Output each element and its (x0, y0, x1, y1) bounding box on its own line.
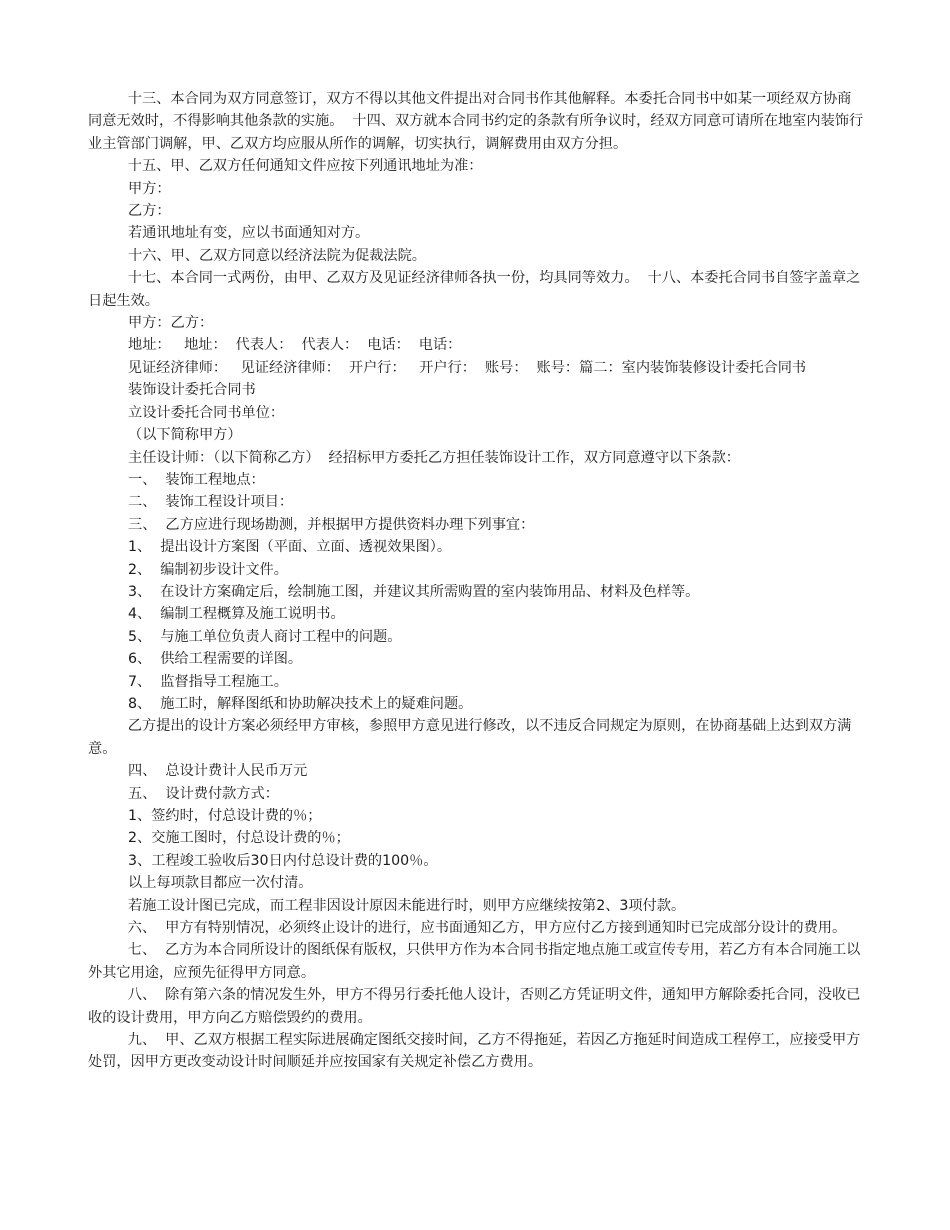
list-item: 3、 在设计方案确定后，绘制施工图，并建议其所需购置的室内装饰用品、材料及色样等。 (128, 583, 700, 600)
paragraph-clause-15: 十五、甲、乙双方任何通知文件应按下列通讯地址为准： (127, 158, 483, 175)
paragraph-clause-5: 五、 设计费付款方式： (128, 785, 279, 802)
paragraph-design-review: 乙方提出的设计方案必须经甲方审核，参照甲方意见进行修改，以不违反合同规定为原则，在协商基础上达到双方满意。 (88, 718, 852, 757)
paragraph-party-a: 甲方： (128, 180, 171, 197)
paragraph-clause-3: 三、 乙方应进行现场勘测，并根据甲方提供资料办理下列事宜： (128, 516, 535, 533)
paragraph-chief-designer: 主任设计师：（以下简称乙方） 经招标甲方委托乙方担任装饰设计工作，双方同意遵守以下条款： (128, 449, 740, 466)
paragraph-clause-6: 六、 甲方有特别情况，必须终止设计的进行，应书面通知乙方，甲方应付乙方接到通知时已完成部分设计的费用。 (127, 920, 847, 937)
list-item: 4、 编制工程概算及施工说明书。 (128, 606, 345, 623)
paragraph-clause-13-14: 十三、本合同为双方同意签订，双方不得以其他文件提出对合同书作其他解释。本委托合同书中如某一项经双方协商同意无效时，不得影响其他条款的实施。 十四、双方就本合同书约定的条款有所争议时，经双方同意可请所在地室内装饰行业主管部门调解，甲、乙双方均应服从所作的调解，切实执行，调解费用由双方分担。 (88, 91, 864, 152)
paragraph-signatures-witness: 见证经济律师： 见证经济律师： 开户行： 开户行： 账号： 账号：篇二：室内装饰装修设计委托合同书 (127, 359, 807, 376)
list-item: 5、 与施工单位负责人商讨工程中的问题。 (128, 628, 402, 645)
list-item: 6、 供给工程需要的详图。 (128, 651, 303, 668)
list-item: 1、签约时，付总设计费的％； (128, 808, 322, 824)
paragraph-commissioning-unit: 立设计委托合同书单位： (128, 404, 285, 421)
paragraph-clause-7: 七、 乙方为本合同所设计的图纸保有版权，只供甲方作为本合同书指定地点施工或宣传专用，若乙方有本合同施工以外其它用途，应预先征得甲方同意。 (88, 942, 861, 981)
list-item: 7、 监督指导工程施工。 (128, 673, 288, 690)
paragraph-payment-note: 以上每项款目都应一次付清。 (128, 875, 313, 892)
paragraph-clause-17-18: 十七、本合同一式两份，由甲、乙双方及见证经济律师各执一份，均具同等效力。 十八、本委托合同书自签字盖章之日起生效。 (88, 270, 861, 309)
paragraph-clause-9: 九、 甲、乙双方根据工程实际进展确定图纸交接时间，乙方不得拖延，若因乙方拖延时间造成工程停工，应接受甲方处罚，因甲方更改变动设计时间顺延并应按国家有关规定补偿乙方费用。 (88, 1032, 861, 1071)
paragraph-clause-4: 四、 总设计费计人民币万元 (128, 763, 308, 780)
document-page (88, 88, 864, 1074)
list-item: 8、 施工时，解释图纸和协助解决技术上的疑难问题。 (128, 695, 473, 712)
paragraph-party-a-abbrev: （以下简称甲方） (128, 427, 242, 444)
paragraph-signatures-address: 地址： 地址： 代表人： 代表人： 电话： 电话： (128, 337, 462, 354)
list-item: 1、 提出设计方案图（平面、立面、透视效果图）。 (128, 539, 452, 556)
document-title: 装饰设计委托合同书 (128, 382, 256, 399)
list-item: 3、工程竣工验收后30日内付总设计费的100％。 (128, 852, 438, 869)
list-item: 2、交施工图时，付总设计费的％； (128, 830, 350, 847)
paragraph-signatures-parties: 甲方：乙方： (128, 315, 214, 332)
paragraph-clause-1: 一、 装饰工程地点： (128, 471, 265, 488)
paragraph-party-b: 乙方： (128, 203, 171, 220)
paragraph-clause-2: 二、 装饰工程设计项目： (128, 494, 294, 511)
paragraph-clause-16: 十六、甲、乙双方同意以经济法院为促裁法院。 (128, 247, 426, 264)
paragraph-payment-continue: 若施工设计图已完成，而工程非因设计原因未能进行时，则甲方应继续按第2、3项付款。 (128, 897, 686, 914)
paragraph-address-change: 若通讯地址有变，应以书面通知对方。 (128, 225, 370, 242)
list-item: 2、 编制初步设计文件。 (128, 561, 288, 578)
paragraph-clause-8: 八、 除有第六条的情况发生外，甲方不得另行委托他人设计，否则乙方凭证明文件，通知甲方解除委托合同，没收已收的设计费用，甲方向乙方赔偿毁约的费用。 (88, 987, 861, 1026)
